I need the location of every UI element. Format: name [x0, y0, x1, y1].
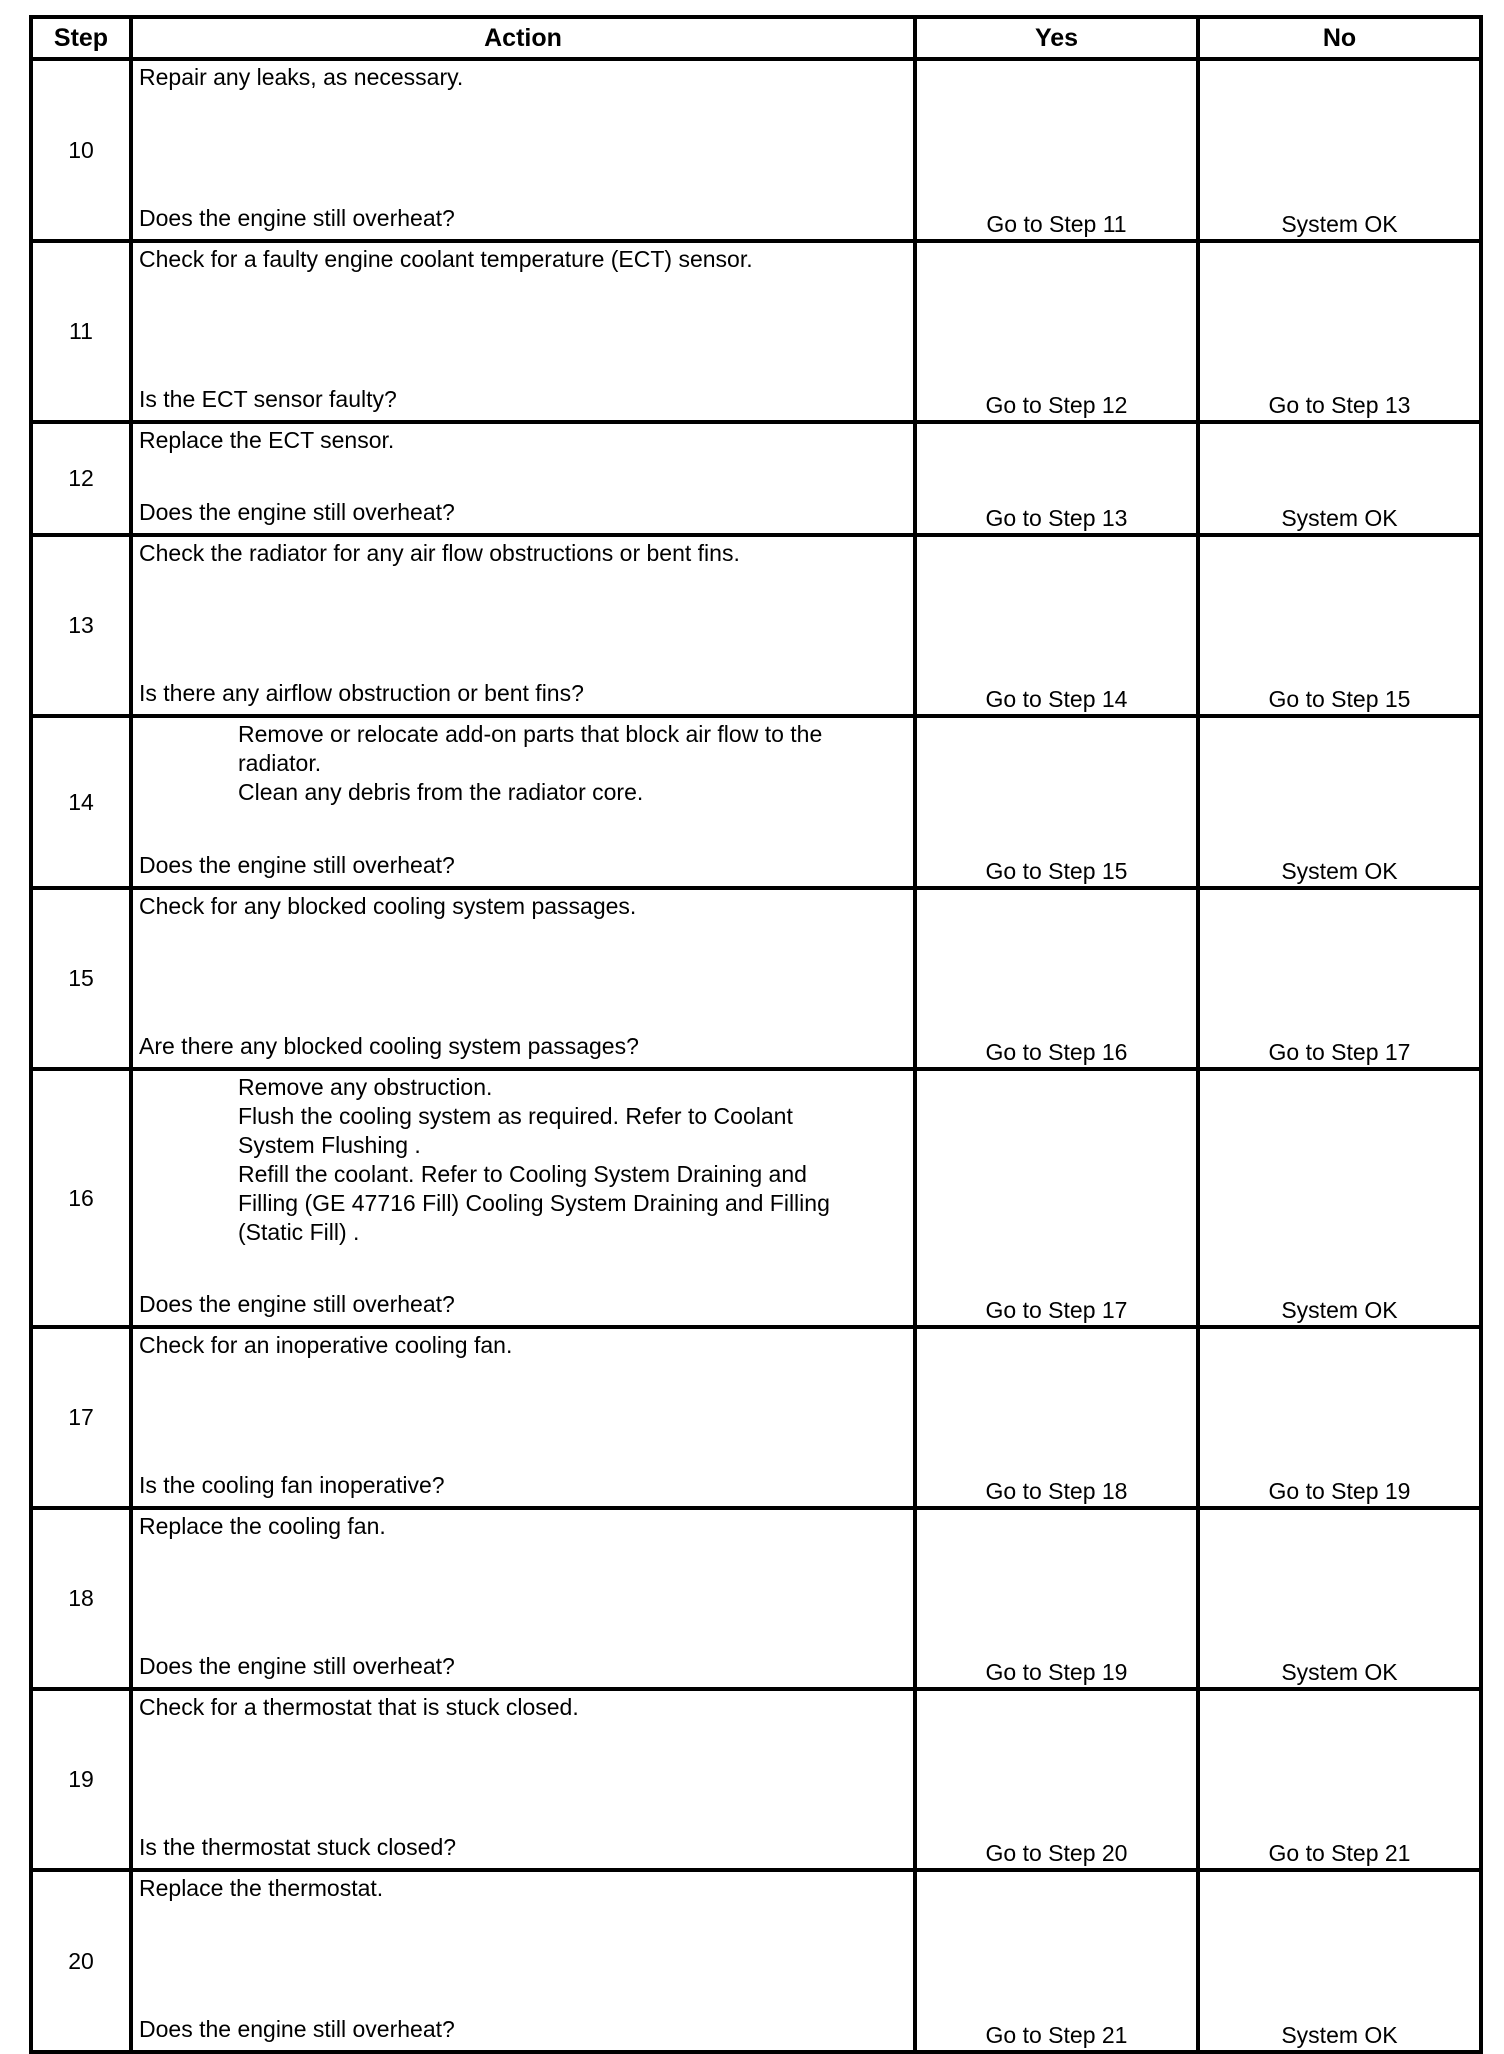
- action-question: Does the engine still overheat?: [139, 499, 455, 525]
- no-result: [1198, 888, 1481, 1069]
- table-row: [31, 716, 1481, 888]
- table-row: [31, 241, 1481, 422]
- action-cell: [131, 1689, 915, 1870]
- action-question: Are there any blocked cooling system passages?: [139, 1033, 639, 1059]
- yes-result: [915, 1069, 1198, 1327]
- action-cell: [131, 1069, 915, 1327]
- table-row: [31, 1689, 1481, 1870]
- step-number: 13: [31, 535, 131, 716]
- yes-result-text: Go to Step 12: [985, 392, 1128, 418]
- no-result-text: Go to Step 19: [1268, 1478, 1411, 1504]
- action-question: Is there any airflow obstruction or bent fins?: [139, 680, 584, 706]
- action-instruction: Replace the thermostat.: [139, 1875, 384, 1901]
- yes-result: [915, 59, 1198, 241]
- action-instruction: Check for a faulty engine coolant temperature (ECT) sensor.: [139, 246, 753, 272]
- table-row: [31, 1508, 1481, 1689]
- header-yes: Yes: [915, 17, 1198, 59]
- yes-result: [915, 888, 1198, 1069]
- no-result: [1198, 1327, 1481, 1508]
- no-result-text: Go to Step 15: [1268, 686, 1411, 712]
- no-result-text: Go to Step 17: [1268, 1039, 1411, 1065]
- action-cell: [131, 422, 915, 535]
- no-result-text: System OK: [1281, 1659, 1398, 1685]
- header-no: No: [1198, 17, 1481, 59]
- table-row: [31, 888, 1481, 1069]
- yes-result-text: Go to Step 18: [985, 1478, 1128, 1504]
- action-question: Does the engine still overheat?: [139, 2016, 455, 2042]
- action-cell: [131, 716, 915, 888]
- no-result: [1198, 1689, 1481, 1870]
- action-cell: [131, 1870, 915, 2052]
- table-row: [31, 422, 1481, 535]
- action-cell: [131, 535, 915, 716]
- no-result-text: Go to Step 13: [1268, 392, 1411, 418]
- header-step: Step: [31, 17, 131, 59]
- step-number: 19: [31, 1689, 131, 1870]
- table-row: [31, 1870, 1481, 2052]
- yes-result: [915, 1327, 1198, 1508]
- action-question: Is the cooling fan inoperative?: [139, 1472, 445, 1498]
- action-question: Is the ECT sensor faulty?: [139, 386, 397, 412]
- step-number: 15: [31, 888, 131, 1069]
- action-cell: [131, 888, 915, 1069]
- table-row: [31, 535, 1481, 716]
- table-row: [31, 59, 1481, 241]
- no-result-text: System OK: [1281, 858, 1398, 884]
- table-row: [31, 1069, 1481, 1327]
- yes-result-text: Go to Step 17: [985, 1297, 1128, 1323]
- step-number: 18: [31, 1508, 131, 1689]
- action-cell: [131, 59, 915, 241]
- no-result: [1198, 241, 1481, 422]
- table-body: [31, 59, 1481, 2052]
- action-question: Does the engine still overheat?: [139, 1653, 455, 1679]
- action-instruction: Check for a thermostat that is stuck closed.: [139, 1694, 579, 1720]
- header-row: [31, 17, 1481, 59]
- yes-result: [915, 1689, 1198, 1870]
- header-action: Action: [131, 17, 915, 59]
- action-instruction: Check for an inoperative cooling fan.: [139, 1332, 513, 1358]
- step-number: 11: [31, 241, 131, 422]
- step-number: 17: [31, 1327, 131, 1508]
- action-instruction: Remove any obstruction.: [238, 1074, 493, 1100]
- yes-result-text: Go to Step 16: [985, 1039, 1128, 1065]
- action-instruction: Repair any leaks, as necessary.: [139, 64, 464, 90]
- yes-result: [915, 241, 1198, 422]
- yes-result: [915, 422, 1198, 535]
- no-result: [1198, 535, 1481, 716]
- no-result: [1198, 1870, 1481, 2052]
- action-question: Does the engine still overheat?: [139, 852, 455, 878]
- step-number: 16: [31, 1069, 131, 1327]
- action-cell: [131, 1327, 915, 1508]
- no-result: [1198, 1069, 1481, 1327]
- no-result: [1198, 1508, 1481, 1689]
- yes-result-text: Go to Step 14: [985, 686, 1128, 712]
- action-instruction: Flush the cooling system as required. Refer to Coolant System Flushing .: [238, 1103, 793, 1158]
- action-question: Is the thermostat stuck closed?: [139, 1834, 457, 1860]
- diagnostic-table: [29, 15, 1483, 2054]
- table-row: [31, 1327, 1481, 1508]
- yes-result: [915, 1870, 1198, 2052]
- yes-result-text: Go to Step 13: [985, 505, 1128, 531]
- action-instruction: Refill the coolant. Refer to Cooling System Draining and Filling (GE 47716 Fill) Cooling System Draining and Filling (Static Fill) .: [238, 1161, 830, 1245]
- yes-result-text: Go to Step 21: [985, 2022, 1128, 2048]
- action-cell: [131, 1508, 915, 1689]
- action-cell: [131, 241, 915, 422]
- action-instruction: Clean any debris from the radiator core.: [238, 779, 644, 805]
- no-result: [1198, 716, 1481, 888]
- step-number: 12: [31, 422, 131, 535]
- action-instruction: Replace the cooling fan.: [139, 1513, 386, 1539]
- yes-result: [915, 535, 1198, 716]
- action-instruction: Remove or relocate add-on parts that block air flow to the radiator.: [238, 721, 823, 776]
- action-question: Does the engine still overheat?: [139, 1291, 455, 1317]
- action-instruction: Replace the ECT sensor.: [139, 427, 395, 453]
- action-question: Does the engine still overheat?: [139, 205, 455, 231]
- yes-result: [915, 716, 1198, 888]
- yes-result-text: Go to Step 19: [985, 1659, 1128, 1685]
- action-instruction: Check for any blocked cooling system passages.: [139, 893, 637, 919]
- yes-result-text: Go to Step 15: [985, 858, 1128, 884]
- no-result-text: Go to Step 21: [1268, 1840, 1411, 1866]
- no-result: [1198, 59, 1481, 241]
- action-instruction: Check the radiator for any air flow obstructions or bent fins.: [139, 540, 740, 566]
- yes-result-text: Go to Step 20: [985, 1840, 1128, 1866]
- yes-result-text: Go to Step 11: [986, 211, 1127, 237]
- step-number: 20: [31, 1870, 131, 2052]
- no-result-text: System OK: [1281, 211, 1398, 237]
- step-number: 14: [31, 716, 131, 888]
- step-number: 10: [31, 59, 131, 241]
- no-result: [1198, 422, 1481, 535]
- yes-result: [915, 1508, 1198, 1689]
- no-result-text: System OK: [1281, 2022, 1398, 2048]
- no-result-text: System OK: [1281, 1297, 1398, 1323]
- no-result-text: System OK: [1281, 505, 1398, 531]
